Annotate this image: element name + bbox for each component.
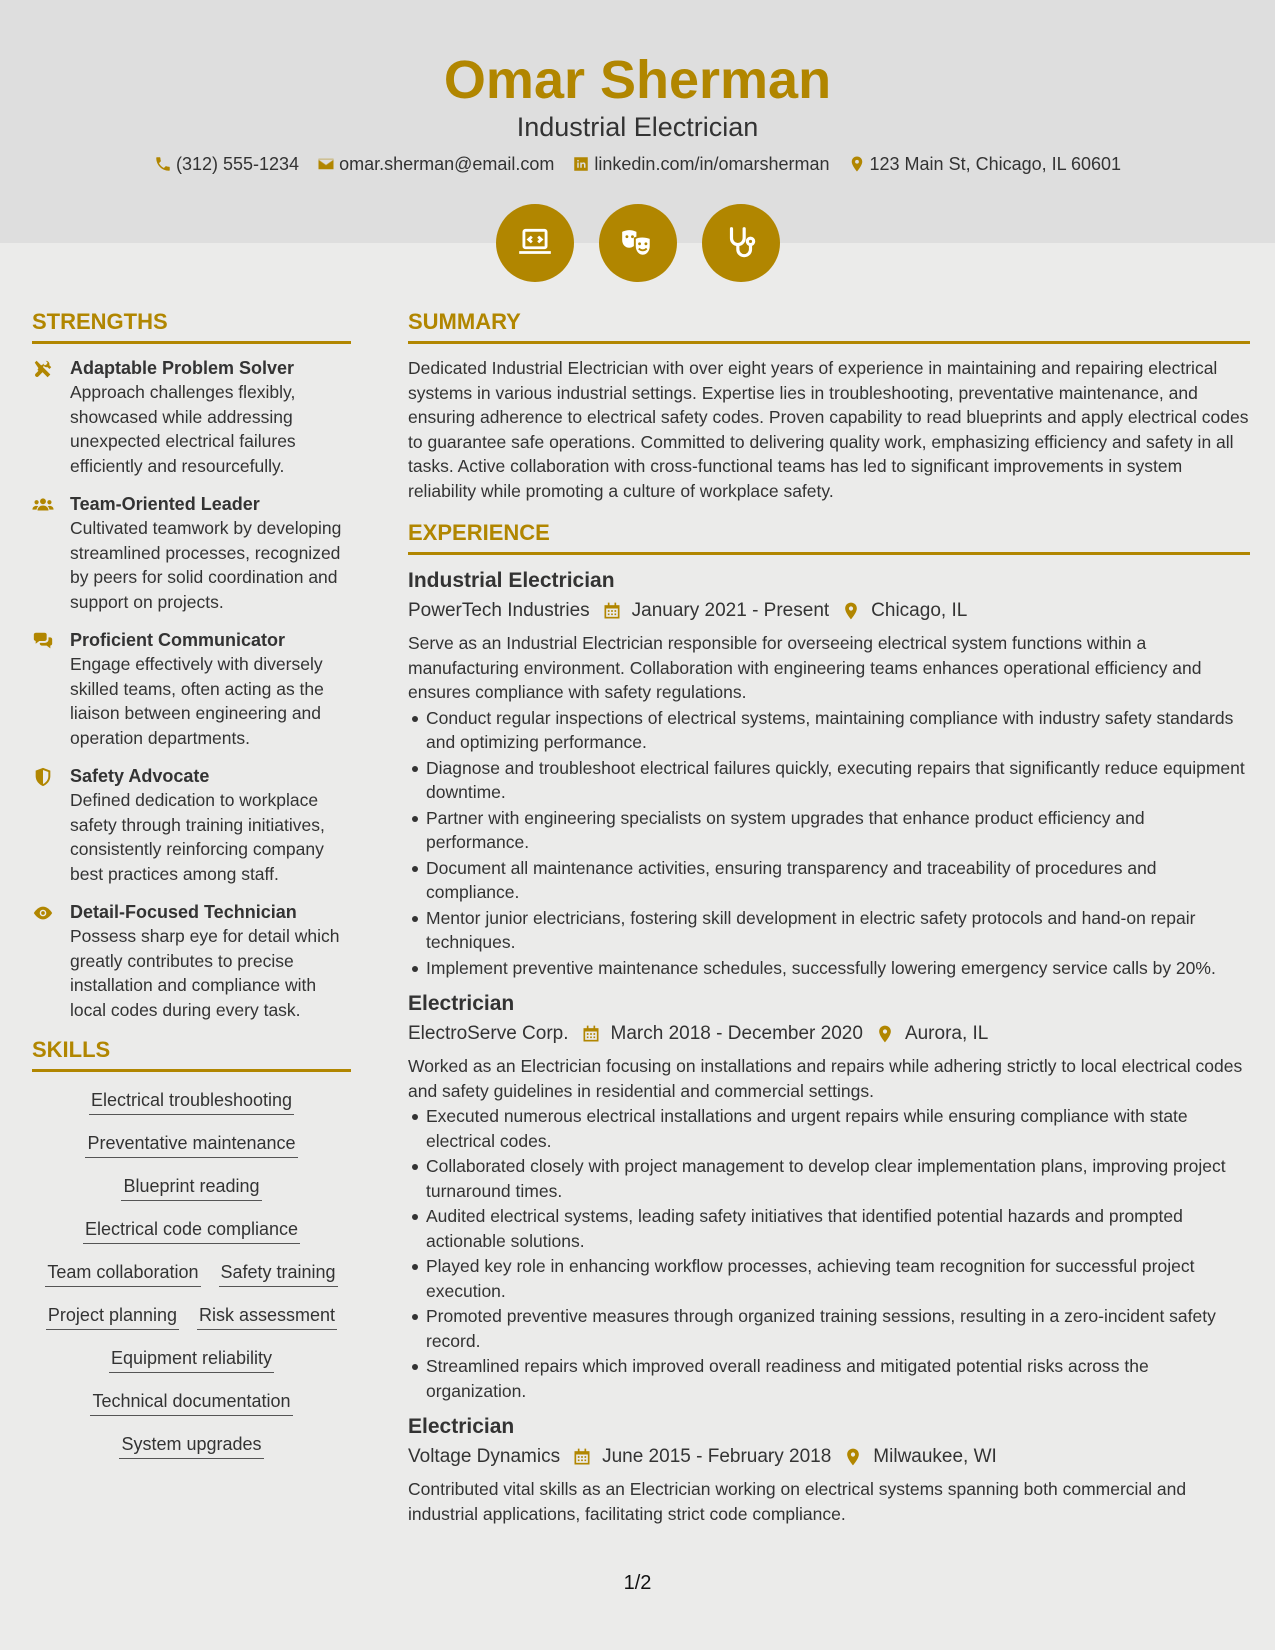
badge-masks <box>599 204 677 282</box>
skills-heading: SKILLS <box>32 1036 351 1072</box>
job-dates: January 2021 - Present <box>631 600 830 621</box>
job-description: Worked as an Electrician focusing on installations and repairs while adhering strictly to local electrical codes and safety guidelines in residential and commercial settings. <box>408 1056 1243 1101</box>
job-title: Industrial Electrician <box>408 569 615 592</box>
job-bullet: Diagnose and troubleshoot electrical failures quickly, executing repairs that significantly reduce equipment downtime. <box>408 756 1250 805</box>
map-pin-icon <box>848 155 866 173</box>
job-bullet: Implement preventive maintenance schedules, successfully lowering emergency service calls by 20%. <box>408 956 1250 981</box>
job-bullet: Partner with engineering specialists on system upgrades that enhance product efficiency and performance. <box>408 806 1250 855</box>
skill-tag: Electrical code compliance <box>83 1217 300 1244</box>
strength-item <box>32 764 351 886</box>
skill-tag: Team collaboration <box>45 1260 200 1287</box>
map-pin-icon <box>843 1447 863 1467</box>
skills-list <box>32 1084 351 1459</box>
strength-item <box>32 492 351 614</box>
users-icon <box>32 494 54 516</box>
job-bullet: Promoted preventive measures through organized training sessions, resulting in a zero-incident safety record. <box>408 1304 1250 1353</box>
skill-tag: Technical documentation <box>90 1389 292 1416</box>
strength-desc: Approach challenges flexibly, showcased while addressing unexpected electrical failures efficiently and resourcefully. <box>70 382 296 476</box>
contact-bar <box>0 151 1275 177</box>
contact-linkedin-text[interactable]: linkedin.com/in/omarsherman <box>594 154 830 174</box>
job-entry <box>408 1413 1250 1526</box>
calendar-icon <box>602 601 622 621</box>
strength-item <box>32 628 351 750</box>
badge-stethoscope <box>702 204 780 282</box>
job-dates: June 2015 - February 2018 <box>602 1446 832 1467</box>
badge-laptop <box>496 204 574 282</box>
strengths-heading: STRENGTHS <box>32 308 351 344</box>
left-column <box>32 308 351 1459</box>
strength-desc: Defined dedication to workplace safety through training initiatives, consistently reinforcing company best practices among staff. <box>70 790 325 884</box>
contact-address <box>848 151 1122 177</box>
skill-tag: Safety training <box>219 1260 338 1287</box>
job-description: Serve as an Industrial Electrician responsible for overseeing electrical system functions within a manufacturing environment. Collaboration with engineering teams enhances operational efficiency and ensures compliance with safety regulations. <box>408 633 1202 702</box>
strength-title: Adaptable Problem Solver <box>70 358 295 378</box>
skill-tag: Project planning <box>46 1303 179 1330</box>
job-meta <box>408 1020 1250 1048</box>
job-dates: March 2018 - December 2020 <box>610 1023 863 1044</box>
job-bullet: Conduct regular inspections of electrical systems, maintaining compliance with industry safety standards and optimizing performance. <box>408 706 1250 755</box>
strength-desc: Engage effectively with diversely skilled teams, often acting as the liaison between engineering and operation departments. <box>70 654 324 748</box>
job-location: Aurora, IL <box>904 1023 989 1044</box>
contact-email[interactable] <box>317 151 554 177</box>
contact-phone <box>154 151 299 177</box>
stethoscope-icon <box>722 224 760 262</box>
contact-address-text: 123 Main St, Chicago, IL 60601 <box>869 154 1122 174</box>
job-bullet: Audited electrical systems, leading safety initiatives that identified potential hazards and prompted actionable solutions. <box>408 1204 1250 1253</box>
contact-phone-text: (312) 555-1234 <box>175 154 300 174</box>
job-company: Voltage Dynamics <box>408 1446 561 1467</box>
shield-icon <box>32 766 54 788</box>
contact-linkedin[interactable] <box>572 151 829 177</box>
laptop-code-icon <box>516 224 554 262</box>
job-bullet: Streamlined repairs which improved overall readiness and mitigated potential risks across the organization. <box>408 1354 1250 1403</box>
contact-email-text[interactable]: omar.sherman@email.com <box>339 154 555 174</box>
candidate-title: Industrial Electrician <box>516 112 759 142</box>
job-meta <box>408 597 1250 625</box>
job-bullet: Collaborated closely with project management to develop clear implementation plans, improving project turnaround times. <box>408 1154 1250 1203</box>
skill-tag: Preventative maintenance <box>85 1131 297 1158</box>
job-bullet: Mentor junior electricians, fostering skill development in electric safety protocols and hand-on repair techniques. <box>408 906 1250 955</box>
job-bullet: Executed numerous electrical installations and urgent repairs while ensuring compliance with state electrical codes. <box>408 1104 1250 1153</box>
strength-item <box>32 356 351 478</box>
skill-tag: Equipment reliability <box>109 1346 274 1373</box>
page-number: 1/2 <box>623 1572 652 1594</box>
skill-tag: Risk assessment <box>197 1303 337 1330</box>
strength-title: Detail-Focused Technician <box>70 902 297 922</box>
job-title: Electrician <box>408 992 515 1015</box>
map-pin-icon <box>841 601 861 621</box>
right-column <box>408 308 1250 1536</box>
calendar-icon <box>572 1447 592 1467</box>
job-bullet: Document all maintenance activities, ensuring transparency and traceability of procedures and compliance. <box>408 856 1250 905</box>
job-bullets <box>408 1104 1250 1403</box>
strength-desc: Cultivated teamwork by developing streamlined processes, recognized by peers for solid coordination and support on projects. <box>70 518 342 612</box>
map-pin-icon <box>875 1024 895 1044</box>
strength-title: Safety Advocate <box>70 766 210 786</box>
comments-icon <box>32 630 54 652</box>
strength-title: Team-Oriented Leader <box>70 494 260 514</box>
experience-heading: EXPERIENCE <box>408 519 1250 555</box>
linkedin-icon <box>572 155 590 173</box>
job-bullet: Played key role in enhancing workflow processes, achieving team recognition for successful project execution. <box>408 1254 1250 1303</box>
strength-item <box>32 900 351 1022</box>
calendar-icon <box>581 1024 601 1044</box>
job-company: PowerTech Industries <box>408 600 590 621</box>
theater-masks-icon <box>619 224 657 262</box>
job-meta <box>408 1443 1250 1471</box>
job-location: Chicago, IL <box>871 600 968 621</box>
job-description: Contributed vital skills as an Electrician working on electrical systems spanning both commercial and industrial applications, facilitating strict code compliance. <box>408 1479 1187 1524</box>
tools-icon <box>32 358 54 380</box>
job-title: Electrician <box>408 1415 515 1438</box>
job-location: Milwaukee, WI <box>873 1446 997 1467</box>
job-entry <box>408 567 1250 980</box>
job-entry <box>408 990 1250 1403</box>
envelope-icon <box>317 155 335 173</box>
strength-title: Proficient Communicator <box>70 630 286 650</box>
skill-tag: Electrical troubleshooting <box>89 1088 294 1115</box>
job-bullets <box>408 706 1250 981</box>
strength-desc: Possess sharp eye for detail which greatly contributes to precise installation and compliance with local codes during every task. <box>70 926 340 1020</box>
summary-text: Dedicated Industrial Electrician with over eight years of experience in maintaining and repairing electrical systems in various industrial settings. Expertise lies in troubleshooting, preventative maintenance, and ensuring adherence to electrical safety codes. Proven capability to read blueprints and apply electrical codes to guarantee safe operations. Committed to delivering quality work, emphasizing efficiency and safety in all tasks. Active collaboration with cross-functional teams has led to significant improvements in system reliability while promoting a culture of workplace safety. <box>408 358 1249 501</box>
badge-row <box>0 204 1275 282</box>
skill-tag: System upgrades <box>119 1432 263 1459</box>
phone-icon <box>154 155 172 173</box>
candidate-name: Omar Sherman <box>443 50 832 110</box>
skill-tag: Blueprint reading <box>121 1174 261 1201</box>
job-company: ElectroServe Corp. <box>408 1023 569 1044</box>
eye-icon <box>32 902 54 924</box>
summary-heading: SUMMARY <box>408 308 1250 344</box>
